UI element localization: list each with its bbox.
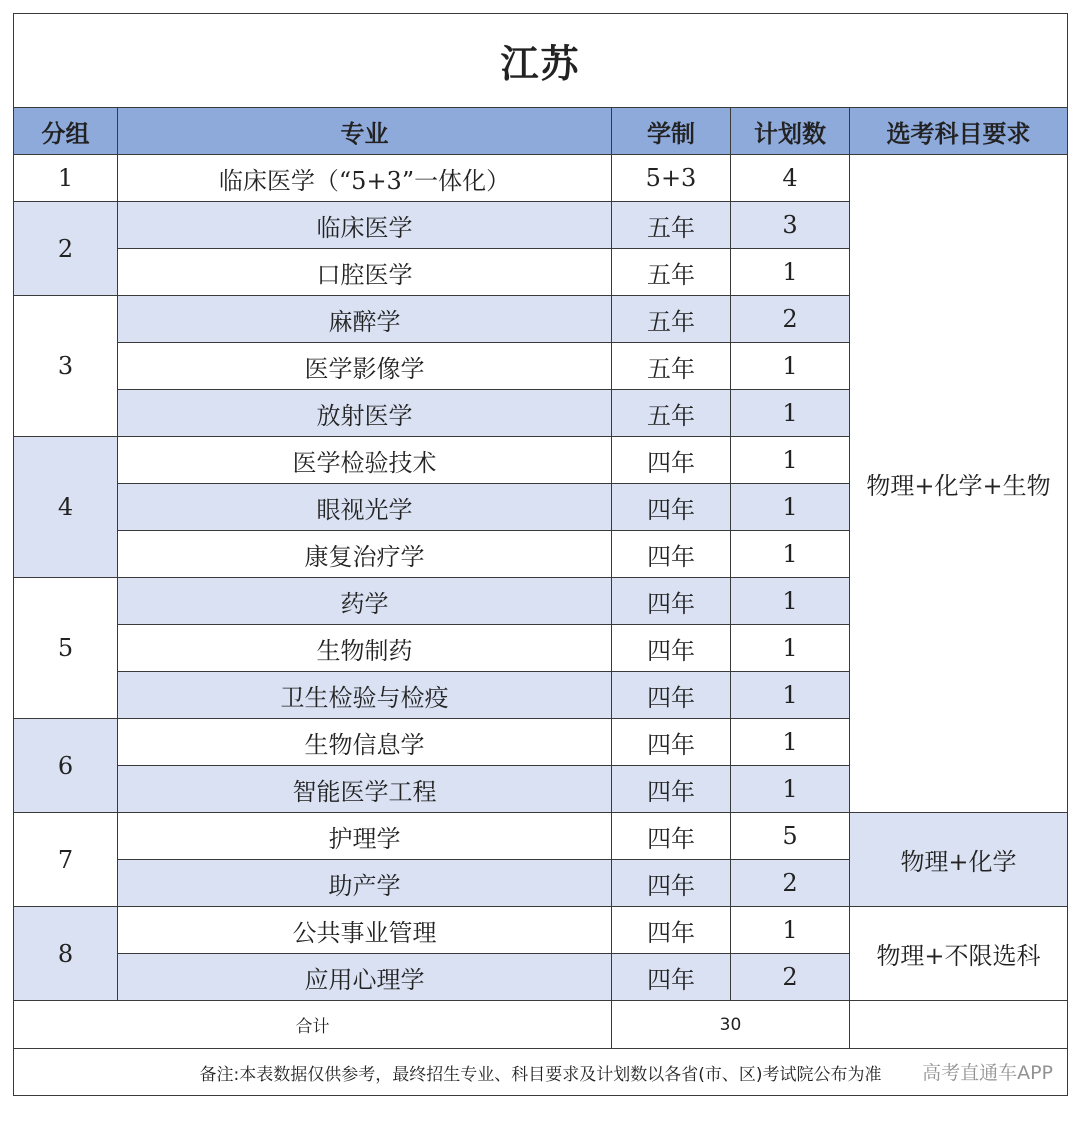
table-row xyxy=(14,155,1068,202)
duration-cell: 五年 xyxy=(612,390,731,437)
plan-cell: 1 xyxy=(731,249,850,296)
duration-cell: 四年 xyxy=(612,766,731,813)
duration-cell: 四年 xyxy=(612,860,731,907)
major-cell: 智能医学工程 xyxy=(118,766,612,813)
group-cell: 4 xyxy=(14,437,118,578)
plan-cell: 1 xyxy=(731,484,850,531)
major-cell: 应用心理学 xyxy=(118,954,612,1001)
plan-cell: 3 xyxy=(731,202,850,249)
duration-cell: 四年 xyxy=(612,672,731,719)
table-row xyxy=(14,813,1068,860)
major-cell: 口腔医学 xyxy=(118,249,612,296)
table-title: 江苏 xyxy=(14,14,1068,108)
major-cell: 临床医学 xyxy=(118,202,612,249)
duration-cell: 四年 xyxy=(612,719,731,766)
group-cell: 1 xyxy=(14,155,118,202)
enrollment-plan-sheet xyxy=(13,13,1067,1096)
plan-cell: 1 xyxy=(731,672,850,719)
duration-cell: 四年 xyxy=(612,813,731,860)
header-group: 分组 xyxy=(14,108,118,155)
header-major: 专业 xyxy=(118,108,612,155)
plan-cell: 5 xyxy=(731,813,850,860)
major-cell: 生物制药 xyxy=(118,625,612,672)
plan-cell: 1 xyxy=(731,390,850,437)
duration-cell: 五年 xyxy=(612,202,731,249)
major-cell: 医学检验技术 xyxy=(118,437,612,484)
requirement-cell: 物理+化学 xyxy=(850,813,1068,907)
duration-cell: 5+3 xyxy=(612,155,731,202)
group-cell: 6 xyxy=(14,719,118,813)
plan-cell: 1 xyxy=(731,531,850,578)
major-cell: 康复治疗学 xyxy=(118,531,612,578)
duration-cell: 四年 xyxy=(612,484,731,531)
plan-cell: 1 xyxy=(731,766,850,813)
plan-cell: 2 xyxy=(731,296,850,343)
major-cell: 护理学 xyxy=(118,813,612,860)
duration-cell: 五年 xyxy=(612,249,731,296)
total-label: 合计 xyxy=(14,1001,612,1049)
duration-cell: 四年 xyxy=(612,531,731,578)
plan-cell: 1 xyxy=(731,907,850,954)
major-cell: 眼视光学 xyxy=(118,484,612,531)
group-cell: 5 xyxy=(14,578,118,719)
major-cell: 医学影像学 xyxy=(118,343,612,390)
header-plan: 计划数 xyxy=(731,108,850,155)
group-cell: 3 xyxy=(14,296,118,437)
major-cell: 助产学 xyxy=(118,860,612,907)
plan-cell: 2 xyxy=(731,860,850,907)
duration-cell: 四年 xyxy=(612,437,731,484)
header-requirement: 选考科目要求 xyxy=(850,108,1068,155)
group-cell: 2 xyxy=(14,202,118,296)
duration-cell: 四年 xyxy=(612,578,731,625)
requirement-cell: 物理+化学+生物 xyxy=(850,155,1068,813)
plan-cell: 1 xyxy=(731,625,850,672)
note-cell xyxy=(14,1049,1068,1096)
major-cell: 放射医学 xyxy=(118,390,612,437)
duration-cell: 五年 xyxy=(612,296,731,343)
plan-cell: 1 xyxy=(731,343,850,390)
duration-cell: 四年 xyxy=(612,625,731,672)
enrollment-table xyxy=(13,13,1068,1096)
major-cell: 临床医学（“5+3”一体化） xyxy=(118,155,612,202)
plan-cell: 2 xyxy=(731,954,850,1001)
major-cell: 卫生检验与检疫 xyxy=(118,672,612,719)
major-cell: 麻醉学 xyxy=(118,296,612,343)
duration-cell: 四年 xyxy=(612,954,731,1001)
major-cell: 生物信息学 xyxy=(118,719,612,766)
plan-cell: 4 xyxy=(731,155,850,202)
group-cell: 7 xyxy=(14,813,118,907)
major-cell: 公共事业管理 xyxy=(118,907,612,954)
header-row xyxy=(14,108,1068,155)
plan-cell: 1 xyxy=(731,719,850,766)
requirement-cell: 物理+不限选科 xyxy=(850,907,1068,1001)
duration-cell: 五年 xyxy=(612,343,731,390)
group-cell: 8 xyxy=(14,907,118,1001)
total-empty-cell xyxy=(850,1001,1068,1049)
plan-cell: 1 xyxy=(731,437,850,484)
note-text: 备注:本表数据仅供参考，最终招生专业、科目要求及计划数以各省(市、区)考试院公布为准 xyxy=(199,1064,882,1085)
major-cell: 药学 xyxy=(118,578,612,625)
header-duration: 学制 xyxy=(612,108,731,155)
total-value: 30 xyxy=(612,1001,850,1049)
table-row xyxy=(14,907,1068,954)
watermark-text: 高考直通车APP xyxy=(922,1062,1053,1084)
total-row xyxy=(14,1001,1068,1049)
plan-cell: 1 xyxy=(731,578,850,625)
duration-cell: 四年 xyxy=(612,907,731,954)
